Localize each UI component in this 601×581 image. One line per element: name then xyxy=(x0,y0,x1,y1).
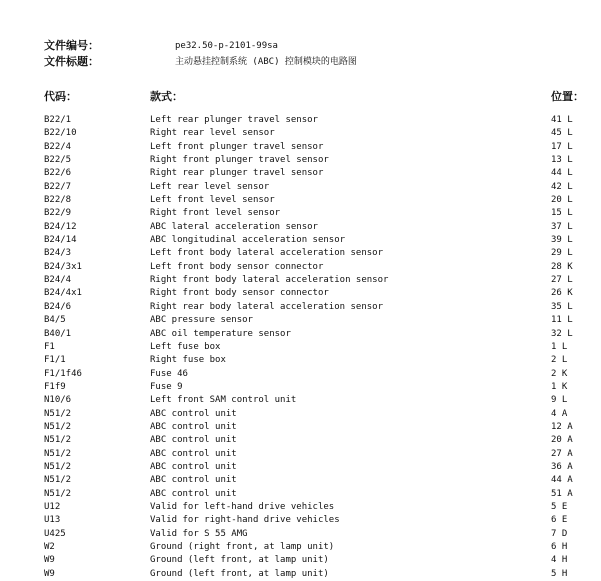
component-description: ABC control unit xyxy=(150,408,237,419)
component-description: Right front body sensor connector xyxy=(150,288,329,299)
component-description: Left front body lateral acceleration sensor xyxy=(150,248,383,259)
component-code: U425 xyxy=(44,528,66,539)
doc-title-row xyxy=(44,54,357,70)
table-row xyxy=(44,287,589,300)
component-table xyxy=(44,114,589,579)
component-position: 12 A xyxy=(551,421,573,432)
component-position: 5 H xyxy=(551,568,568,579)
component-position: 28 K xyxy=(551,261,573,272)
component-position: 6 E xyxy=(551,515,568,526)
component-code: U13 xyxy=(44,515,61,526)
component-description: ABC control unit xyxy=(150,488,237,499)
component-code: B4/5 xyxy=(44,315,66,326)
component-position: 1 K xyxy=(551,381,568,392)
table-row xyxy=(44,328,589,341)
component-position: 32 L xyxy=(551,328,573,339)
component-code: B24/3x1 xyxy=(44,261,82,272)
table-row xyxy=(44,474,589,487)
component-description: ABC longitudinal acceleration sensor xyxy=(150,235,346,246)
component-position: 39 L xyxy=(551,235,573,246)
component-code: N51/2 xyxy=(44,461,72,472)
component-code: B22/8 xyxy=(44,195,72,206)
component-position: 45 L xyxy=(551,128,573,139)
table-row xyxy=(44,127,589,140)
component-code: W9 xyxy=(44,568,55,579)
component-position: 5 E xyxy=(551,501,568,512)
component-description: ABC control unit xyxy=(150,475,237,486)
component-position: 36 A xyxy=(551,461,573,472)
component-code: N51/2 xyxy=(44,435,72,446)
table-row xyxy=(44,448,589,461)
component-description: ABC oil temperature sensor xyxy=(150,328,291,339)
component-code: N51/2 xyxy=(44,448,72,459)
table-row xyxy=(44,368,589,381)
table-row xyxy=(44,194,589,207)
component-description: Right rear body lateral acceleration sensor xyxy=(150,301,383,312)
component-position: 4 A xyxy=(551,408,568,419)
component-position: 6 H xyxy=(551,542,568,552)
component-description: Ground (right front, at lamp unit) xyxy=(150,542,335,552)
component-description: Left fuse box xyxy=(150,341,221,352)
component-position: 7 D xyxy=(551,528,568,539)
table-row xyxy=(44,421,589,434)
component-description: ABC control unit xyxy=(150,448,237,459)
doc-title-value: 主动悬挂控制系统 (ABC) 控制模块的电路图 xyxy=(175,57,357,67)
component-description: Left rear level sensor xyxy=(150,181,270,192)
component-description: ABC control unit xyxy=(150,461,237,472)
component-description: Right rear level sensor xyxy=(150,128,275,139)
component-position: 13 L xyxy=(551,155,573,166)
table-row xyxy=(44,461,589,474)
table-row xyxy=(44,234,589,247)
table-row xyxy=(44,528,589,541)
component-position: 1 L xyxy=(551,341,568,352)
component-code: B24/14 xyxy=(44,235,77,246)
component-description: Left front plunger travel sensor xyxy=(150,141,324,152)
table-row xyxy=(44,488,589,501)
table-row xyxy=(44,301,589,314)
component-code: N51/2 xyxy=(44,421,72,432)
table-row xyxy=(44,501,589,514)
component-position: 29 L xyxy=(551,248,573,259)
table-row xyxy=(44,394,589,407)
doc-number-value: pe32.50-p-2101-99sa xyxy=(175,41,278,51)
component-description: Right front body lateral acceleration sensor xyxy=(150,275,389,286)
component-position: 2 K xyxy=(551,368,568,379)
table-row xyxy=(44,221,589,234)
component-code: F1 xyxy=(44,341,55,352)
table-row xyxy=(44,261,589,274)
component-code: N51/2 xyxy=(44,408,72,419)
component-code: B22/6 xyxy=(44,168,72,179)
component-position: 42 L xyxy=(551,181,573,192)
component-description: Valid for right-hand drive vehicles xyxy=(150,515,340,526)
component-position: 35 L xyxy=(551,301,573,312)
component-description: Right front plunger travel sensor xyxy=(150,155,329,166)
table-row xyxy=(44,154,589,167)
component-position: 27 L xyxy=(551,275,573,286)
component-code: B24/4 xyxy=(44,275,72,286)
component-code: F1/1f46 xyxy=(44,368,82,379)
component-description: Valid for left-hand drive vehicles xyxy=(150,501,335,512)
component-code: B22/10 xyxy=(44,128,77,139)
table-row xyxy=(44,114,589,127)
component-position: 26 K xyxy=(551,288,573,299)
component-code: N51/2 xyxy=(44,488,72,499)
table-row xyxy=(44,554,589,567)
column-header-position: 位置： xyxy=(551,90,584,103)
component-position: 27 A xyxy=(551,448,573,459)
component-position: 44 L xyxy=(551,168,573,179)
component-description: Right fuse box xyxy=(150,355,226,366)
component-description: ABC control unit xyxy=(150,435,237,446)
doc-number-label: 文件编号： xyxy=(44,39,99,52)
component-position: 11 L xyxy=(551,315,573,326)
component-position: 51 A xyxy=(551,488,573,499)
table-row xyxy=(44,514,589,527)
component-code: F1f9 xyxy=(44,381,66,392)
component-code: W9 xyxy=(44,555,55,566)
component-position: 41 L xyxy=(551,115,573,125)
doc-number-row xyxy=(44,38,357,54)
component-position: 44 A xyxy=(551,475,573,486)
component-description: Ground (left front, at lamp unit) xyxy=(150,555,329,566)
component-description: Fuse 9 xyxy=(150,381,183,392)
doc-title-label: 文件标题： xyxy=(44,55,99,68)
table-row xyxy=(44,167,589,180)
component-position: 2 L xyxy=(551,355,568,366)
component-code: B22/9 xyxy=(44,208,72,219)
table-row xyxy=(44,314,589,327)
table-row xyxy=(44,141,589,154)
table-row xyxy=(44,247,589,260)
table-row xyxy=(44,381,589,394)
component-description: ABC control unit xyxy=(150,421,237,432)
column-header-model: 款式： xyxy=(150,90,183,103)
component-code: N51/2 xyxy=(44,475,72,486)
component-code: B22/1 xyxy=(44,115,72,125)
component-position: 15 L xyxy=(551,208,573,219)
component-code: B22/4 xyxy=(44,141,72,152)
column-header-code: 代码： xyxy=(44,90,77,103)
component-position: 9 L xyxy=(551,395,568,406)
component-description: ABC lateral acceleration sensor xyxy=(150,221,318,232)
table-row xyxy=(44,274,589,287)
component-code: B24/3 xyxy=(44,248,72,259)
component-description: Right front level sensor xyxy=(150,208,281,219)
component-code: B22/5 xyxy=(44,155,72,166)
component-code: B22/7 xyxy=(44,181,72,192)
component-position: 20 L xyxy=(551,195,573,206)
component-position: 20 A xyxy=(551,435,573,446)
table-row xyxy=(44,181,589,194)
component-description: Valid for S 55 AMG xyxy=(150,528,248,539)
component-code: W2 xyxy=(44,542,55,552)
component-description: ABC pressure sensor xyxy=(150,315,253,326)
component-code: B24/4x1 xyxy=(44,288,82,299)
table-row xyxy=(44,408,589,421)
table-header xyxy=(44,88,589,104)
component-code: B40/1 xyxy=(44,328,72,339)
table-row xyxy=(44,354,589,367)
table-row xyxy=(44,434,589,447)
component-code: B24/12 xyxy=(44,221,77,232)
table-row xyxy=(44,541,589,554)
component-code: N10/6 xyxy=(44,395,72,406)
component-description: Left front SAM control unit xyxy=(150,395,297,406)
component-description: Fuse 46 xyxy=(150,368,188,379)
component-position: 37 L xyxy=(551,221,573,232)
component-description: Left front body sensor connector xyxy=(150,261,324,272)
table-row xyxy=(44,341,589,354)
component-position: 17 L xyxy=(551,141,573,152)
component-description: Right rear plunger travel sensor xyxy=(150,168,324,179)
component-description: Left front level sensor xyxy=(150,195,275,206)
component-position: 4 H xyxy=(551,555,568,566)
document-meta xyxy=(44,38,357,70)
component-code: F1/1 xyxy=(44,355,66,366)
table-row xyxy=(44,207,589,220)
component-description: Left rear plunger travel sensor xyxy=(150,115,318,125)
component-code: U12 xyxy=(44,501,61,512)
table-row xyxy=(44,568,589,581)
component-description: Ground (left front, at lamp unit) xyxy=(150,568,329,579)
component-code: B24/6 xyxy=(44,301,72,312)
